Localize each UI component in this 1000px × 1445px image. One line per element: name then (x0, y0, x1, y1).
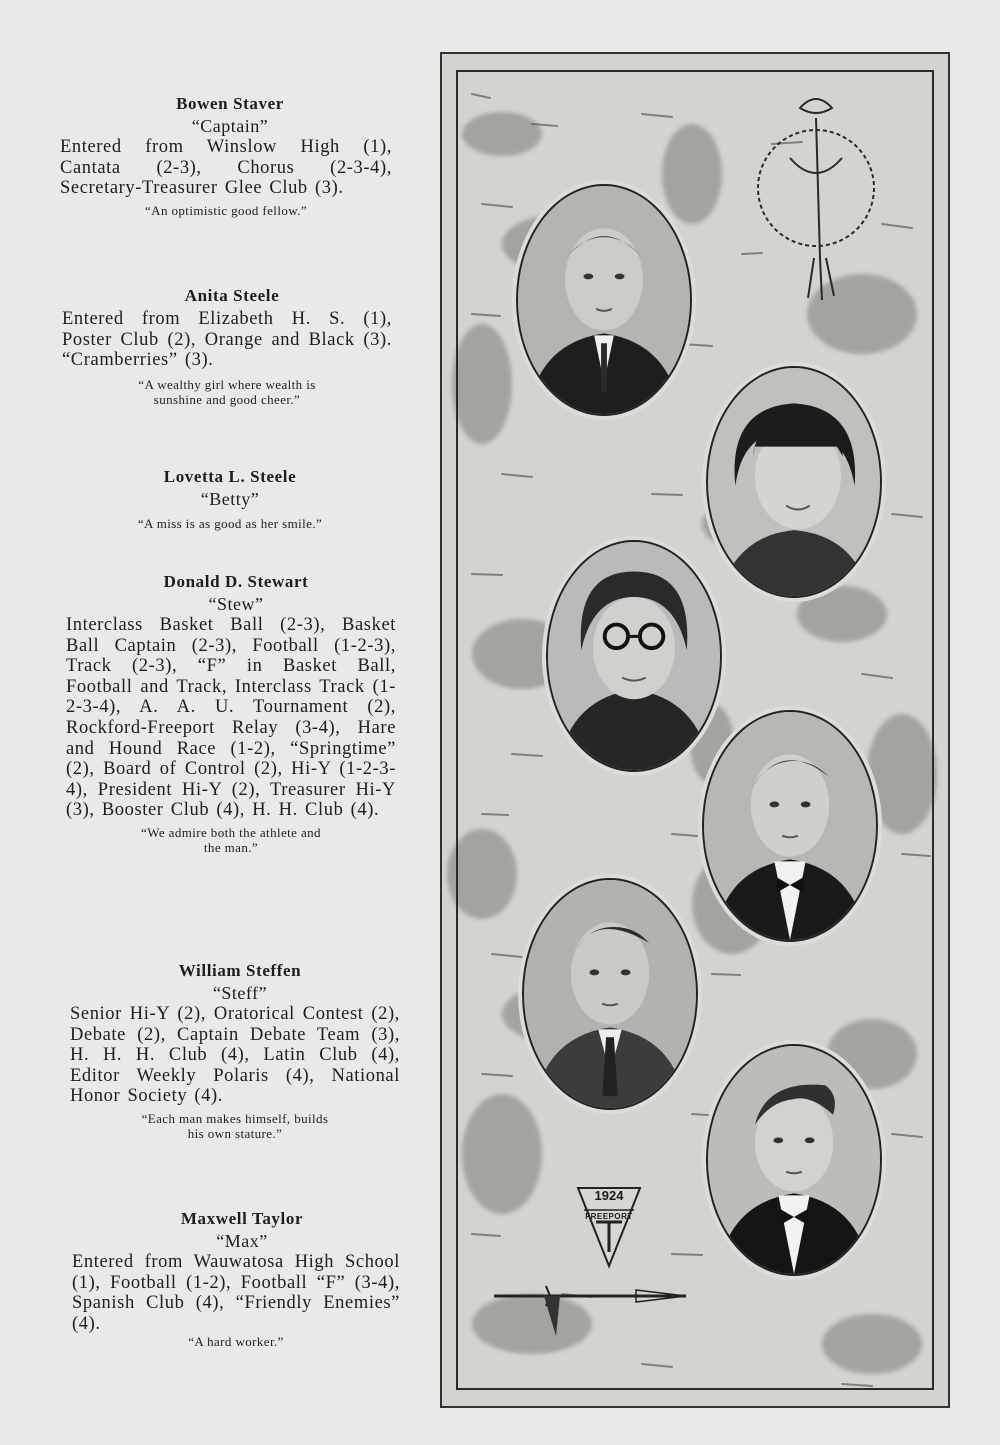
portrait-lovetta-steele (546, 540, 722, 772)
entry-quote (72, 1334, 400, 1349)
pen-icon (486, 1276, 706, 1346)
emblem-school: FREEPORT (585, 1212, 633, 1221)
entry-maxwell-taylor (72, 1208, 412, 1349)
quote-line: “A hard worker.” (188, 1334, 284, 1350)
portrait-william-steffen (522, 878, 698, 1110)
class-emblem (574, 1182, 644, 1272)
entry-bowen-staver (60, 93, 400, 218)
entry-bio: Entered from Wauwatosa High School (1), Football (1-2), Football “F” (3-4), Spanish Club (4), “Friendly Enemies” (4). (72, 1252, 400, 1334)
entry-bio: Senior Hi-Y (2), Oratorical Contest (2), Debate (2), Captain Debate Team (3), H. H. H. Club (4), Latin Club (4), Editor Weekly Polaris (4), National Honor Society (4). (70, 1004, 400, 1107)
quote-line: his own stature.” (187, 1125, 283, 1141)
quote-line: “An optimistic good fellow.” (145, 202, 307, 218)
ornament-icon (750, 88, 890, 328)
portrait-anita-steele (706, 366, 882, 598)
quote-line: “A miss is as good as her smile.” (137, 516, 323, 531)
entry-name: Donald D. Stewart (163, 572, 309, 591)
quote-line: sunshine and good cheer.” (153, 391, 301, 407)
entry-name: Lovetta L. Steele (163, 467, 297, 486)
entry-anita-steele (62, 285, 402, 407)
entry-bio: Interclass Basket Ball (2-3), Basket Ball Captain (2-3), Football (1-2-3), Track (2-3), “F” in Basket Ball, Football and Track, Interclass Track (1-2-3-4), A. A. U. Tournament (2), Rockford-Freeport Relay (3-4), Hare and Hound Race (1-2), “Springtime” (2), Board of Control (2), Hi-Y (1-2-3-4), President Hi-Y (2), Treasurer Hi-Y (3), Booster Club (4), H. H. Club (4). (66, 615, 396, 821)
entry-name: Bowen Staver (176, 94, 284, 113)
entry-lovetta-steele (60, 466, 400, 531)
entry-william-steffen (70, 960, 410, 1141)
entry-quote (60, 203, 392, 218)
entry-name: William Steffen (178, 961, 302, 980)
portrait-maxwell-taylor (706, 1044, 882, 1276)
entry-nickname: “Captain” (191, 116, 269, 136)
entry-bio: Entered from Elizabeth H. S. (1), Poster Club (2), Orange and Black (3). “Cramberries” (3). (62, 309, 392, 371)
photo-panel (440, 52, 950, 1408)
quote-line: “Each man makes himself, builds (141, 1110, 329, 1126)
entry-name: Maxwell Taylor (180, 1209, 304, 1228)
quote-line: “A wealthy girl where wealth is (138, 376, 316, 392)
entry-bio: Entered from Winslow High (1), Cantata (2-3), Chorus (2-3-4), Secretary-Treasurer Glee Club (3). (60, 137, 392, 199)
entry-quote (70, 1111, 400, 1141)
entry-donald-stewart (66, 571, 406, 855)
emblem-year: 1924 (594, 1188, 624, 1203)
entry-name: Anita Steele (184, 286, 280, 305)
entry-quote (62, 377, 392, 407)
entry-nickname: “Stew” (208, 594, 264, 614)
entry-quote (60, 516, 400, 531)
entry-quote (66, 825, 396, 855)
portrait-bowen-staver (516, 184, 692, 416)
quote-line: “We admire both the athlete and (141, 824, 321, 840)
portrait-donald-stewart (702, 710, 878, 942)
entry-nickname: “Betty” (200, 489, 260, 509)
entry-nickname: “Max” (216, 1231, 268, 1251)
quote-line: the man.” (203, 839, 259, 855)
entry-nickname: “Steff” (212, 983, 268, 1003)
